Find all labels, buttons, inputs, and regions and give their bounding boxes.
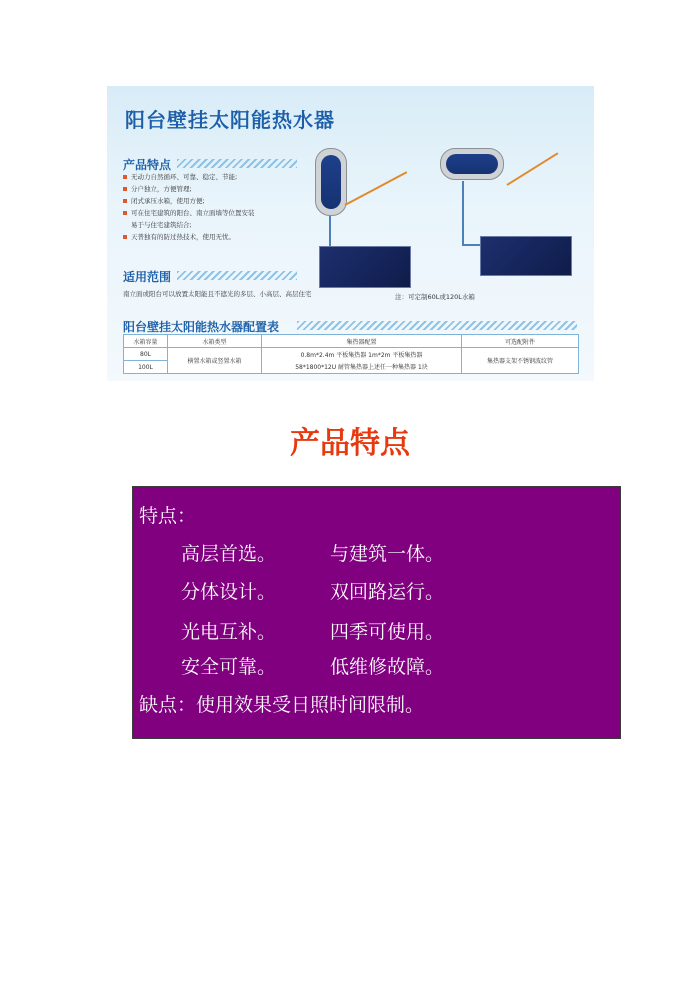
box-heading: 特点： (139, 505, 197, 527)
feature-right: 低维修故障。 (330, 656, 445, 678)
table-cell: 100L (124, 361, 168, 374)
feature-left: 安全可靠。 (181, 656, 277, 678)
feature-left: 分体设计。 (181, 581, 277, 603)
feature-left: 光电互补。 (181, 621, 277, 643)
table-cell: 横置水箱或竖置水箱 (168, 348, 262, 374)
feature-item: 天普独有的防过热技术，使用无忧。 (123, 231, 313, 243)
hatch-divider (177, 159, 297, 168)
horizontal-tank-illustration (440, 148, 504, 180)
table-header-cell: 水箱类型 (168, 335, 262, 348)
scope-text: 南立面或阳台可以放置太阳能且不遮光的多层、小高层、高层住宅 (123, 290, 312, 298)
table-header-row (124, 335, 579, 348)
table-heading: 阳台壁挂太阳能热水器配置表 (123, 320, 280, 334)
feature-left: 高层首选。 (181, 543, 277, 565)
features-box (132, 486, 621, 739)
feature-right: 与建筑一体。 (330, 543, 445, 565)
solar-panel-illustration (480, 236, 572, 276)
tank-note: 注：可定制60L或120L水箱 (395, 293, 475, 301)
table-header-cell: 水箱容量 (124, 335, 168, 348)
drawback-text: 缺点：使用效果受日照时间限制。 (139, 694, 425, 716)
feature-right: 四季可使用。 (330, 621, 445, 643)
table-row (124, 348, 579, 361)
solar-panel-illustration (319, 246, 411, 288)
feature-item: 闭式承压水箱，使用方便; (123, 195, 313, 207)
product-banner (107, 86, 594, 381)
table-header-cell: 可选配附件 (462, 335, 579, 348)
feature-item: 无动力自然循环、可靠、稳定、节能; (123, 171, 313, 183)
table-header-cell: 集热器配置 (262, 335, 462, 348)
config-table (123, 334, 579, 374)
features-heading: 产品特点 (123, 158, 172, 172)
feature-item: 易于与住宅建筑结合; (131, 221, 192, 229)
table-cell: 58*1800*12U 耐管集热器上述任一种集热器 1块 (262, 361, 462, 374)
feature-right: 双回路运行。 (330, 581, 445, 603)
table-cell: 0.8m*2.4m 平板集热器 1m*2m 平板集热器 (262, 348, 462, 361)
feature-item: 可在住宅建筑的阳台、南立面墙等位置安装 (123, 207, 313, 219)
pipe-line (345, 171, 408, 206)
pipe-line (506, 152, 558, 185)
hatch-divider (297, 321, 577, 330)
scope-heading: 适用范围 (123, 270, 172, 284)
banner-title: 阳台壁挂太阳能热水器 (125, 108, 335, 132)
section-title: 产品特点 (290, 426, 410, 461)
feature-item: 分户独立，方便管理; (123, 183, 313, 195)
pipe-line (462, 181, 464, 246)
table-cell: 80L (124, 348, 168, 361)
table-cell: 集热器支架不锈钢波纹管 (462, 348, 579, 374)
features-list (123, 171, 313, 243)
vertical-tank-illustration (315, 148, 347, 216)
hatch-divider (177, 271, 297, 280)
